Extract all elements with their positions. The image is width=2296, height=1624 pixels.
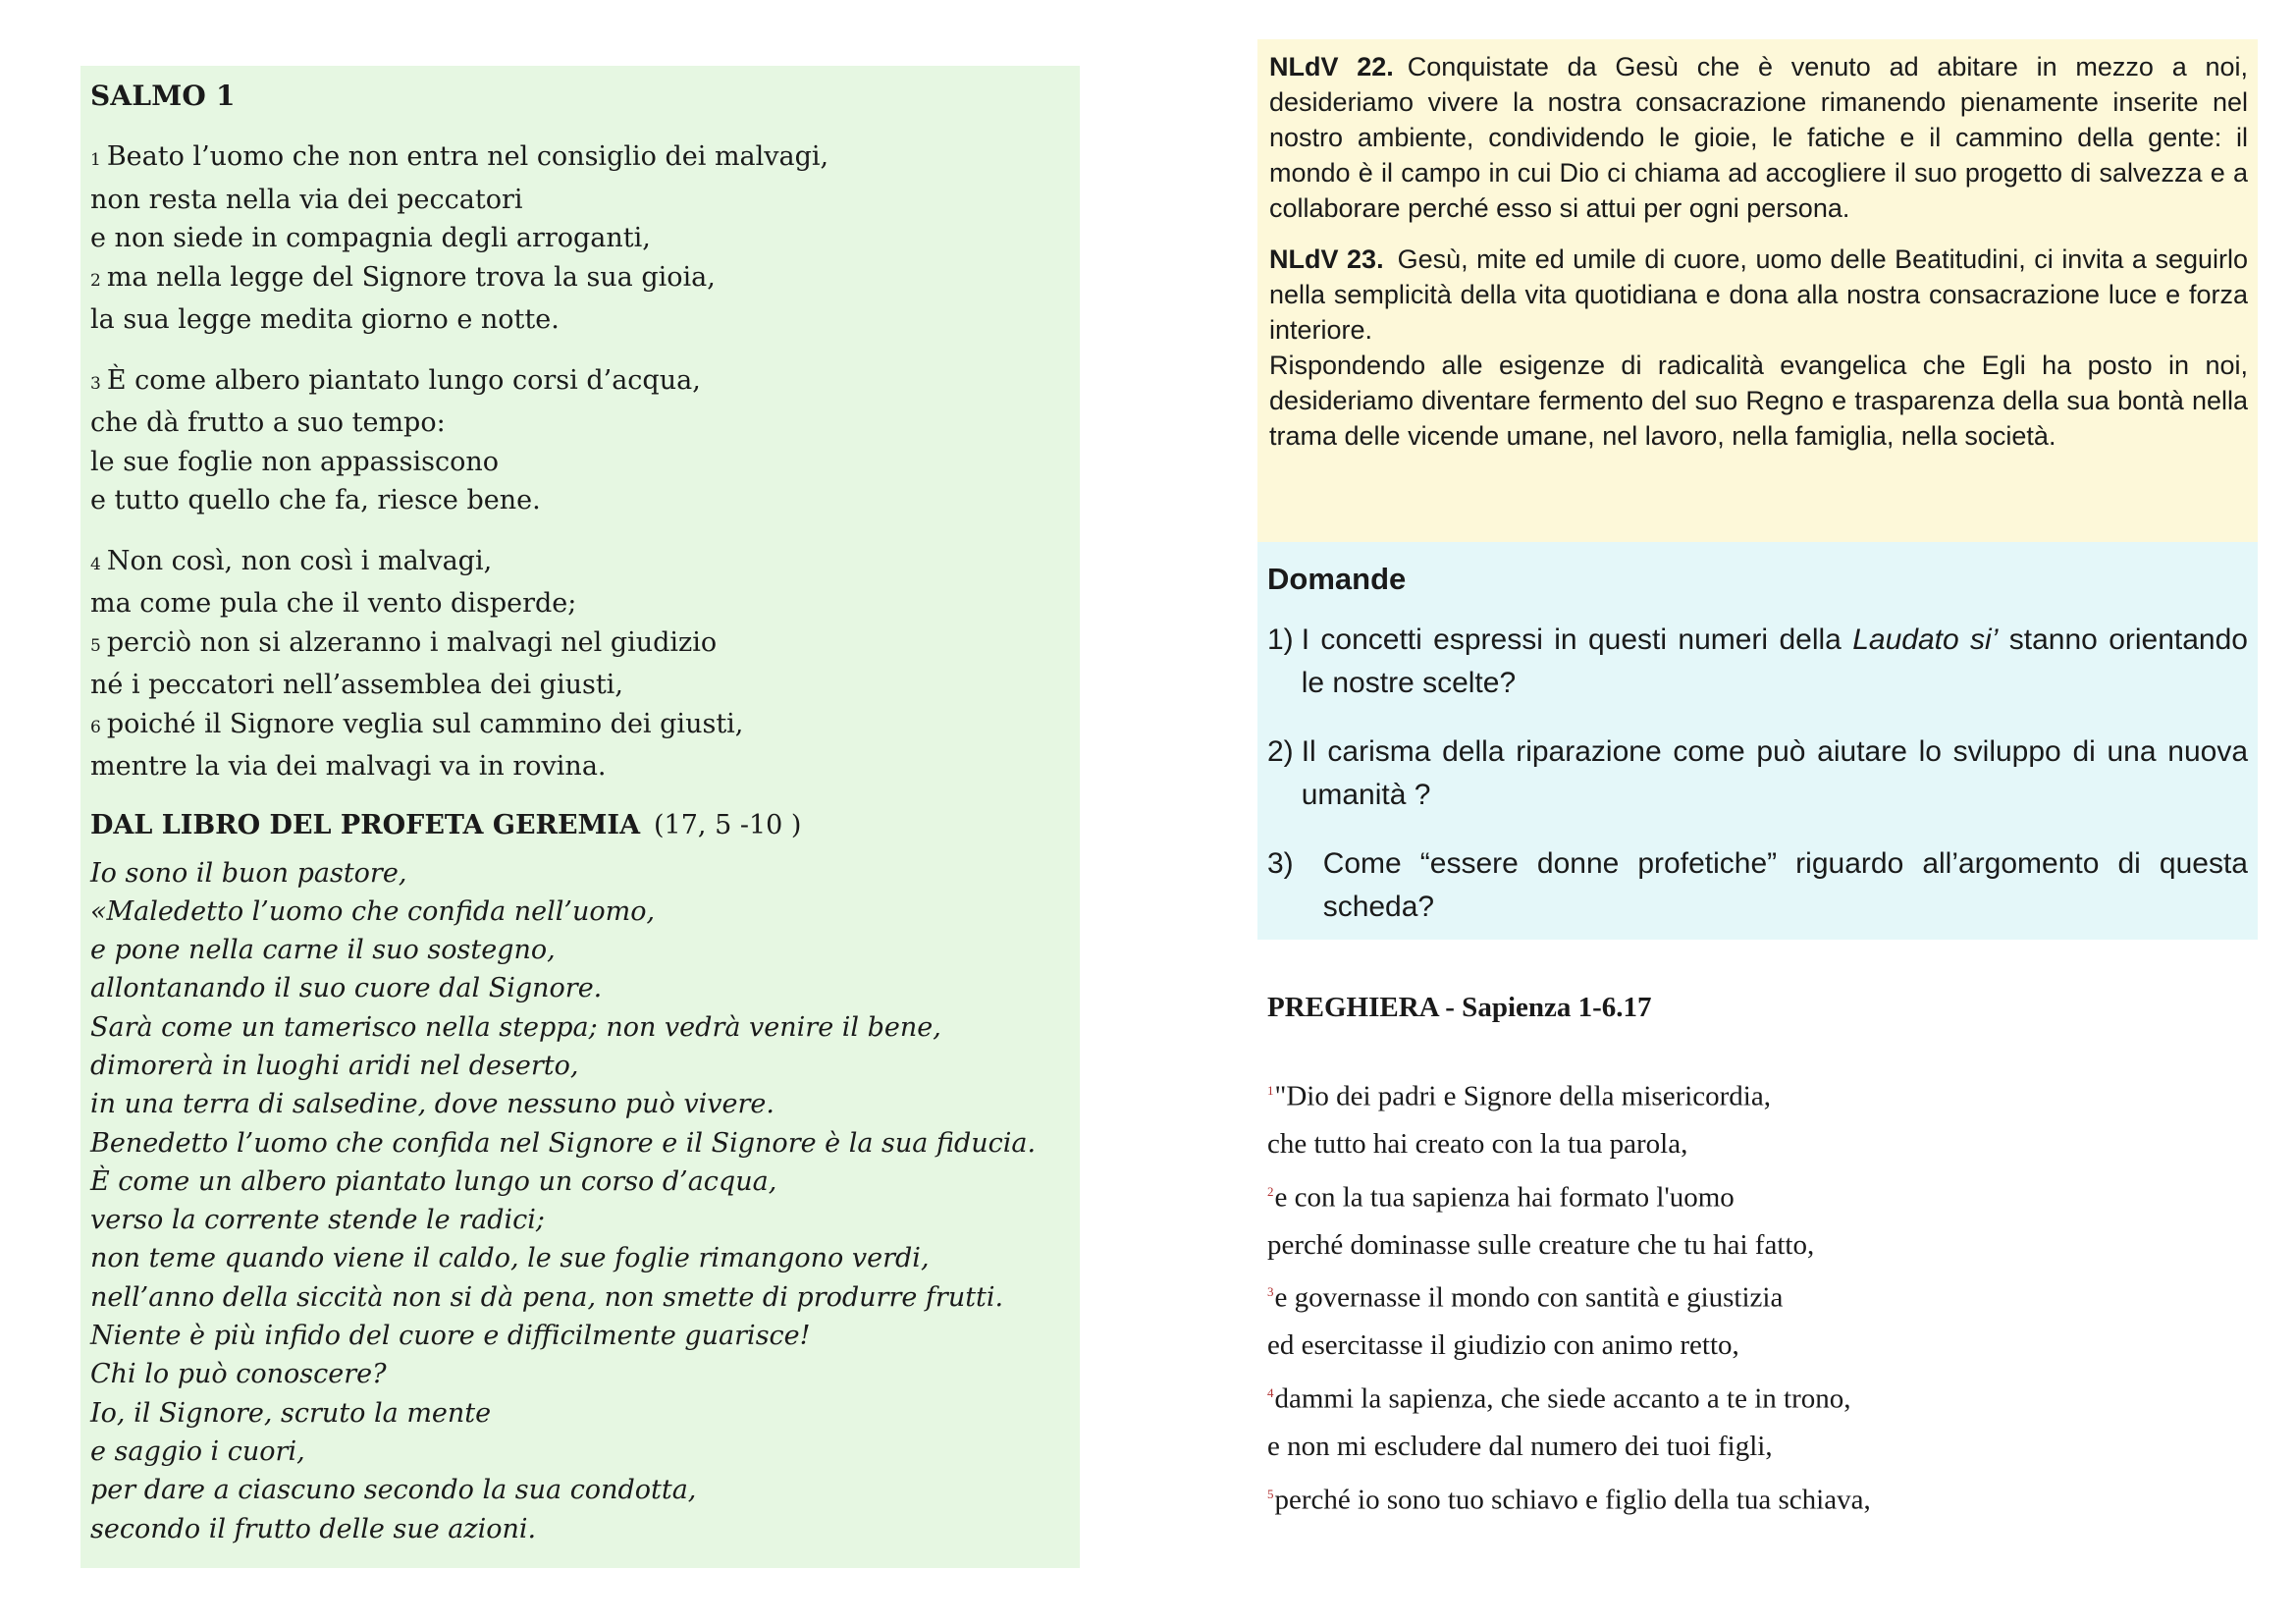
preghiera-panel (1257, 972, 2258, 1516)
verse-number: 1 (1267, 1083, 1274, 1098)
question-2-number: 2) (1267, 735, 1294, 768)
nldv-22-text: Conquistate da Gesù che è venuto ad abitare in mezzo a noi, desideriamo vivere la nostra consacrazione rimanendo pienamente inserite nel nostro ambiente, condividendo le gioie, le fatiche e il cammino della gente: il mondo è il campo in cui Dio ci chiama ad accogliere il suo progetto di salvezza e a collaborare perché esso si attui per ogni persona. (1269, 52, 2248, 223)
geremia-title: DAL LIBRO DEL PROFETA GEREMIA (90, 809, 641, 840)
preghiera-line (1267, 1322, 2248, 1370)
geremia-text (90, 854, 1070, 1548)
question-2 (1267, 731, 2248, 817)
verse-number: 3 (1267, 1284, 1274, 1300)
salmo-line (90, 666, 1070, 705)
verse-text: ma nella legge del Signore trova la sua gioia, (106, 261, 716, 293)
question-3 (1267, 842, 2248, 929)
geremia-line: Io, il Signore, scruto la mente (90, 1397, 492, 1429)
salmo-stanza (90, 137, 1070, 340)
verse-text: ma come pula che il vento disperde; (90, 588, 577, 619)
geremia-line: secondo il frutto delle sue azioni. (90, 1513, 537, 1544)
verse-text: Beato l’uomo che non entra nel consiglio dei malvagi, (106, 141, 829, 172)
geremia-line: e pone nella carne il suo sostegno, (90, 935, 556, 966)
salmo-line (90, 584, 1070, 623)
question-2-text: Il carisma della riparazione come può aiutare lo sviluppo di una nuova umanità ? (1301, 735, 2248, 811)
salmo-line (90, 137, 1070, 181)
geremia-line: Io sono il buon pastore, (90, 857, 407, 889)
geremia-line: per dare a ciascuno secondo la sua condotta, (90, 1475, 697, 1506)
verse-number: 2 (1267, 1183, 1274, 1199)
verse-text: che tutto hai creato con la tua parola, (1267, 1128, 1688, 1161)
salmo-line (90, 481, 1070, 520)
preghiera-line (1267, 1269, 2248, 1322)
verse-text: e governasse il mondo con santità e giustizia (1274, 1281, 1784, 1314)
verse-number: 5 (1267, 1486, 1274, 1501)
geremia-line: Niente è più infido del cuore e difficilmente guarisce! (90, 1321, 811, 1352)
domande-title: Domande (1267, 562, 1407, 596)
geremia-ref: (17, 5 -10 ) (654, 809, 802, 840)
question-1 (1267, 619, 2248, 705)
verse-text: perché dominasse sulle creature che tu hai fatto, (1267, 1228, 1815, 1261)
verse-number: 6 (90, 717, 101, 737)
geremia-line: È come un albero piantato lungo un corso d’acqua, (90, 1165, 777, 1197)
geremia-line: allontanando il suo cuore dal Signore. (90, 973, 603, 1004)
question-1-text-start: I concetti espressi in questi numeri della (1301, 623, 1842, 656)
preghiera-title: PREGHIERA - Sapienza 1-6.17 (1267, 992, 1652, 1023)
verse-text: poiché il Signore veglia sul cammino dei giusti, (106, 708, 744, 739)
salmo-line (90, 404, 1070, 443)
verse-text: dammi la sapienza, che siede accanto a te in trono, (1274, 1382, 1851, 1415)
verse-text: Non così, non così i malvagi, (106, 545, 493, 576)
verse-number: 4 (90, 554, 101, 574)
verse-text: che dà frutto a suo tempo: (90, 407, 446, 438)
verse-text: né i peccatori nell’assemblea dei giusti, (90, 670, 623, 700)
preghiera-line (1267, 1423, 2248, 1471)
preghiera-line (1267, 1168, 2248, 1221)
verse-text: non resta nella via dei peccatori (90, 184, 523, 215)
nldv-23-text-continued: Rispondendo alle esigenze di radicalità evangelica che Egli ha posto in noi, desideriamo diventare fermento del suo Regno e trasparenza della sua bontà nella trama delle vicende umane, nel lavoro, nella famiglia, nella società. (1269, 351, 2248, 451)
nldv-22-label: NLdV 22. (1269, 52, 1394, 81)
salmo-title: SALMO 1 (90, 80, 236, 112)
geremia-line: Sarà come un tamerisco nella steppa; non vedrà venire il bene, (90, 1011, 941, 1043)
verse-text: mentre la via dei malvagi va in rovina. (90, 751, 607, 782)
verse-number: 3 (90, 373, 101, 394)
verse-text: e non mi escludere dal numero dei tuoi figli, (1267, 1431, 1773, 1463)
nldv-panel (1257, 39, 2258, 542)
preghiera-line (1267, 1471, 2248, 1524)
domande-panel (1257, 542, 2258, 940)
salmo-line (90, 542, 1070, 585)
geremia-line: dimorerà in luoghi aridi nel deserto, (90, 1050, 579, 1081)
question-3-text: Come “essere donne profetiche” riguardo all’argomento di questa scheda? (1322, 847, 2248, 923)
nldv-22-paragraph (1269, 49, 2248, 226)
preghiera-text (1267, 1067, 2248, 1524)
salmo-line (90, 361, 1070, 405)
verse-text: ed esercitasse il giudizio con animo retto, (1267, 1329, 1739, 1362)
salmo-stanzas (90, 137, 1070, 786)
question-1-text (1302, 619, 2248, 705)
question-1-italic: Laudato si’ (1852, 623, 1999, 656)
nldv-23-paragraph (1269, 242, 2248, 454)
nldv-23-text: Gesù, mite ed umile di cuore, uomo delle Beatitudini, ci invita a seguirlo nella semplicità della vita quotidiana e dona alla nostra consacrazione luce e forza interiore. (1269, 244, 2248, 345)
salmo-line (90, 300, 1070, 340)
preghiera-line (1267, 1067, 2248, 1120)
preghiera-line (1267, 1120, 2248, 1168)
verse-number: 4 (1267, 1384, 1274, 1400)
preghiera-line (1267, 1221, 2248, 1270)
verse-number: 1 (90, 150, 101, 170)
verse-text: e tutto quello che fa, riesce bene. (90, 485, 541, 515)
salmo-line (90, 747, 1070, 786)
question-1-text-end: stanno orientando le nostre scelte? (1301, 623, 2248, 699)
verse-text: perciò non si alzeranno i malvagi nel giudizio (106, 626, 718, 658)
verse-number: 2 (90, 270, 101, 291)
verse-text: la sua legge medita giorno e notte. (90, 304, 560, 335)
geremia-line: nell’anno della siccità non si dà pena, non smette di produrre frutti. (90, 1281, 1004, 1313)
verse-text: perché io sono tuo schiavo e figlio della tua schiava, (1274, 1484, 1871, 1516)
verse-text: e con la tua sapienza hai formato l'uomo (1274, 1181, 1735, 1214)
verse-text: "Dio dei padri e Signore della misericordia, (1274, 1080, 1771, 1112)
salmo-line (90, 181, 1070, 220)
geremia-line: «Maledetto l’uomo che confida nell’uomo, (90, 895, 656, 927)
question-3-number: 3) (1267, 847, 1294, 880)
geremia-line: Chi lo può conoscere? (90, 1359, 387, 1390)
preghiera-line (1267, 1370, 2248, 1423)
salmo-line (90, 705, 1070, 748)
verse-text: e non siede in compagnia degli arroganti, (90, 223, 651, 253)
geremia-line: e saggio i cuori, (90, 1435, 305, 1467)
verse-number: 5 (90, 635, 101, 656)
geremia-line: in una terra di salsedine, dove nessuno può vivere. (90, 1089, 774, 1120)
geremia-heading (90, 810, 1070, 840)
verse-text: È come albero piantato lungo corsi d’acqua, (106, 364, 701, 396)
question-1-number: 1) (1267, 623, 1294, 656)
salmo-stanza (90, 542, 1070, 786)
verse-text: le sue foglie non appassiscono (90, 446, 499, 477)
salmo-panel (80, 66, 1080, 1568)
salmo-line (90, 623, 1070, 667)
salmo-stanza (90, 361, 1070, 520)
salmo-line (90, 258, 1070, 301)
salmo-line (90, 219, 1070, 258)
geremia-line: non teme quando viene il caldo, le sue foglie rimangono verdi, (90, 1243, 930, 1274)
salmo-line (90, 443, 1070, 482)
geremia-line: verso la corrente stende le radici; (90, 1205, 546, 1236)
geremia-line: Benedetto l’uomo che confida nel Signore e il Signore è la sua fiducia. (90, 1127, 1037, 1159)
nldv-23-label: NLdV 23. (1269, 244, 1384, 274)
